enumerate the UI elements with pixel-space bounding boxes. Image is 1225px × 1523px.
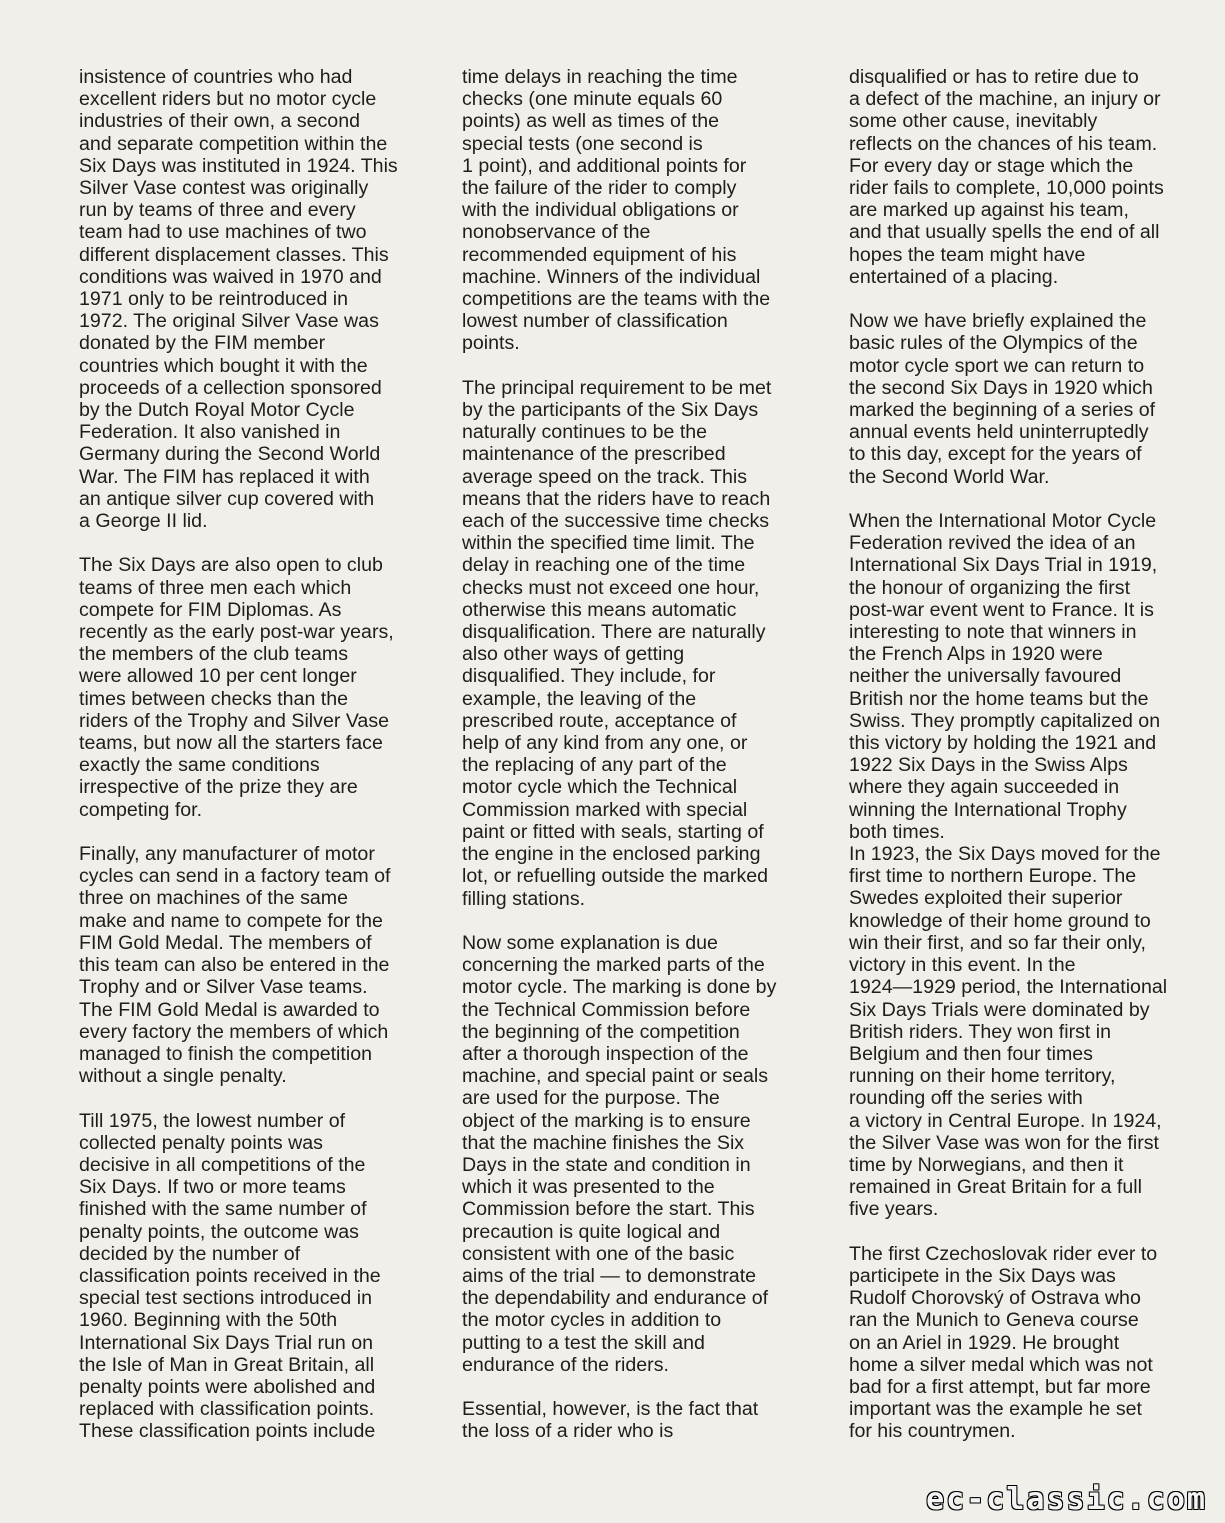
paragraph (462, 66, 826, 355)
text-line: run by teams of three and every (79, 199, 356, 222)
text-line: a victory in Central Europe. In 1924, (849, 1109, 1162, 1132)
text-line: home a silver medal which was not (849, 1353, 1153, 1376)
text-line: that the machine finishes the Six (462, 1131, 745, 1154)
text-line: rider fails to complete, 10,000 points (849, 177, 1164, 200)
text-column-2 (462, 66, 826, 1443)
text-line: an antique silver cup covered with (79, 487, 375, 510)
text-line: for his countrymen. (849, 1420, 1016, 1443)
text-line: The FIM Gold Medal is awarded to (79, 998, 380, 1021)
text-line: rounding off the series with (849, 1087, 1083, 1110)
text-line: FIM Gold Medal. The members of (79, 931, 372, 954)
text-line: without a single penalty. (79, 1065, 287, 1088)
text-line: with the individual obligations or (462, 199, 739, 222)
text-line: consistent with one of the basic (462, 1242, 735, 1265)
paragraph (462, 1398, 826, 1442)
text-line: marked the beginning of a series of (849, 399, 1156, 422)
text-line: the beginning of the competition (462, 1020, 740, 1043)
text-line: points. (462, 332, 520, 355)
text-line: reflects on the chances of his team. (849, 132, 1158, 155)
text-column-1 (79, 66, 441, 1443)
text-line: within the specified time limit. The (462, 532, 755, 555)
text-line: the loss of a rider who is (462, 1420, 674, 1443)
text-line: Commission before the start. This (462, 1198, 755, 1221)
text-line: also other ways of getting (462, 643, 685, 666)
paragraph (79, 1110, 441, 1443)
text-line: special tests (one second is (462, 132, 703, 155)
paragraph (849, 1243, 1211, 1443)
paragraph-gap (849, 1221, 1211, 1243)
text-line: replaced with classification points. (79, 1398, 375, 1421)
text-line: interesting to note that winners in (849, 621, 1137, 644)
text-line: cycles can send in a factory team of (79, 865, 391, 888)
text-line: finished with the same number of (79, 1198, 367, 1221)
text-line: both times. (849, 820, 945, 843)
text-line: proceeds of a cellection sponsored (79, 376, 382, 399)
text-line: competitions are the teams with the (462, 288, 771, 311)
text-line: machine. Winners of the individual (462, 265, 761, 288)
paragraph (79, 843, 441, 1087)
text-line: decisive in all competitions of the (79, 1153, 366, 1176)
text-line: Days in the state and condition in (462, 1153, 751, 1176)
text-line: machine, and special paint or seals (462, 1065, 769, 1088)
text-line: precaution is quite logical and (462, 1220, 721, 1243)
text-line: the honour of organizing the first (849, 576, 1131, 599)
text-line: delay in reaching one of the time (462, 554, 746, 577)
text-line: points) as well as times of the (462, 110, 720, 133)
text-line: These classification points include (79, 1420, 376, 1443)
paragraph-gap (79, 1087, 441, 1109)
text-line: hopes the team might have (849, 243, 1086, 266)
text-line: endurance of the riders. (462, 1353, 669, 1376)
text-line: aims of the trial — to demonstrate (462, 1264, 757, 1287)
text-line: the Second World War. (849, 465, 1050, 488)
text-line: industries of their own, a second (79, 110, 360, 133)
text-line: motor cycle which the Technical (462, 776, 738, 799)
text-line: participete in the Six Days was (849, 1264, 1116, 1287)
text-line: Commission marked with special (462, 798, 748, 821)
text-line: International Six Days Trial in 1919, (849, 554, 1158, 577)
text-line: team had to use machines of two (79, 221, 367, 244)
text-line: first time to northern Europe. The (849, 865, 1137, 888)
text-line: 1971 only to be reintroduced in (79, 288, 349, 311)
text-line: victory in this event. In the (849, 954, 1076, 977)
text-line: penalty points, the outcome was (79, 1220, 359, 1243)
text-line: riders of the Trophy and Silver Vase (79, 709, 390, 732)
text-line: disqualified or has to retire due to (849, 66, 1139, 88)
text-line: a defect of the machine, an injury or (849, 88, 1161, 111)
text-line: are used for the purpose. The (462, 1087, 720, 1110)
text-line: decided by the number of (79, 1242, 301, 1265)
text-line: the Silver Vase was won for the first (849, 1131, 1159, 1154)
text-line: a George II lid. (79, 510, 208, 533)
text-line: penalty points were abolished and (79, 1375, 376, 1398)
text-line: excellent riders but no motor cycle (79, 88, 377, 111)
text-line: 1924—1929 period, the International (849, 976, 1168, 999)
text-line: the replacing of any part of the (462, 754, 727, 777)
text-line: Silver Vase contest was originally (79, 177, 369, 200)
text-line: different displacement classes. This (79, 243, 389, 266)
text-line: War. The FIM has replaced it with (79, 465, 370, 488)
text-line: 1 point), and additional points for (462, 154, 747, 177)
text-line: When the International Motor Cycle (849, 510, 1157, 533)
text-line: winning the International Trophy (849, 798, 1127, 821)
text-line: otherwise this means automatic (462, 598, 737, 621)
text-line: by the participants of the Six Days (462, 399, 759, 422)
text-line: lot, or refuelling outside the marked (462, 865, 769, 888)
paragraph (462, 932, 826, 1376)
text-line: time by Norwegians, and then it (849, 1153, 1124, 1176)
text-line: Till 1975, the lowest number of (79, 1109, 346, 1132)
text-line: annual events held uninterruptedly (849, 421, 1149, 444)
paragraph-gap (462, 355, 826, 377)
text-line: to this day, except for the years of (849, 443, 1142, 466)
text-line: bad for a first attempt, but far more (849, 1375, 1151, 1398)
text-column-3 (849, 66, 1211, 1443)
text-line: maintenance of the prescribed (462, 443, 726, 466)
text-line: object of the marking is to ensure (462, 1109, 751, 1132)
text-line: and separate competition within the (79, 132, 388, 155)
text-line: some other cause, inevitably (849, 110, 1098, 133)
text-line: Swedes exploited their superior (849, 887, 1123, 910)
text-line: British riders. They won first in (849, 1020, 1112, 1043)
text-line: post-war event went to France. It is (849, 598, 1154, 621)
text-line: prescribed route, acceptance of (462, 709, 737, 732)
text-line: paint or fitted with seals, starting of (462, 820, 764, 843)
text-line: Essential, however, is the fact that (462, 1398, 759, 1421)
text-line: neither the universally favoured (849, 665, 1122, 688)
text-line: the failure of the rider to comply (462, 177, 737, 200)
text-line: checks (one minute equals 60 (462, 88, 723, 111)
text-line: average speed on the track. This (462, 465, 748, 488)
text-line: by the Dutch Royal Motor Cycle (79, 399, 355, 422)
text-line: For every day or stage which the (849, 154, 1134, 177)
text-line: International Six Days Trial run on (79, 1331, 374, 1354)
text-line: Federation. It also vanished in (79, 421, 341, 444)
text-line: 1922 Six Days in the Swiss Alps (849, 754, 1128, 777)
text-line: ran the Munich to Geneva course (849, 1309, 1139, 1332)
text-line: The first Czechoslovak rider ever to (849, 1242, 1158, 1265)
text-line: after a thorough inspection of the (462, 1042, 749, 1065)
text-line: countries which bought it with the (79, 354, 368, 377)
text-line: win their first, and so far their only, (849, 931, 1146, 954)
paragraph (849, 310, 1211, 488)
text-line: times between checks than the (79, 687, 349, 710)
text-line: Germany during the Second World (79, 443, 381, 466)
text-line: motor cycle sport we can return to (849, 354, 1145, 377)
text-line: naturally continues to be the (462, 421, 708, 444)
text-line: British nor the home teams but the (849, 687, 1149, 710)
text-line: donated by the FIM member (79, 332, 326, 355)
text-line: the dependability and endurance of (462, 1287, 769, 1310)
paragraph-gap (849, 488, 1211, 510)
text-line: nonobservance of the (462, 221, 651, 244)
text-line: help of any kind from any one, or (462, 732, 748, 755)
text-line: entertained of a placing. (849, 265, 1059, 288)
text-line: the engine in the enclosed parking (462, 843, 761, 866)
text-line: important was the example he set (849, 1398, 1142, 1421)
text-line: The principal requirement to be met (462, 376, 772, 399)
text-line: example, the leaving of the (462, 687, 697, 710)
text-line: running on their home territory, (849, 1065, 1116, 1088)
text-line: checks must not exceed one hour, (462, 576, 760, 599)
text-line: Rudolf Chorovský of Ostrava who (849, 1287, 1141, 1310)
text-line: recommended equipment of his (462, 243, 737, 266)
text-line: this victory by holding the 1921 and (849, 732, 1157, 755)
text-line: insistence of countries who had (79, 66, 353, 88)
text-line: each of the successive time checks (462, 510, 770, 533)
text-line: concerning the marked parts of the (462, 954, 765, 977)
paragraph-gap (79, 532, 441, 554)
text-line: five years. (849, 1198, 939, 1221)
paragraph (462, 377, 826, 910)
paragraph (79, 66, 441, 532)
text-line: the members of the club teams (79, 643, 348, 666)
text-line: time delays in reaching the time (462, 66, 738, 88)
paragraph-gap (462, 910, 826, 932)
paragraph-gap (79, 821, 441, 843)
text-line: the French Alps in 1920 were (849, 643, 1103, 666)
text-line: basic rules of the Olympics of the (849, 332, 1138, 355)
text-line: the Isle of Man in Great Britain, all (79, 1353, 375, 1376)
text-line: motor cycle. The marking is done by (462, 976, 777, 999)
text-line: competing for. (79, 798, 203, 821)
text-line: are marked up against his team, (849, 199, 1129, 222)
text-line: 1972. The original Silver Vase was (79, 310, 379, 333)
text-line: Now we have briefly explained the (849, 310, 1147, 333)
text-line: the Technical Commission before (462, 998, 751, 1021)
text-line: collected penalty points was (79, 1131, 323, 1154)
text-line: classification points received in the (79, 1264, 381, 1287)
text-line: The Six Days are also open to club (79, 554, 383, 577)
text-line: Swiss. They promptly capitalized on (849, 709, 1161, 732)
text-line: disqualification. There are naturally (462, 621, 766, 644)
text-line: were allowed 10 per cent longer (79, 665, 357, 688)
text-line: irrespective of the prize they are (79, 776, 358, 799)
text-line: and that usually spells the end of all (849, 221, 1160, 244)
watermark-logo: ec-classic.com (926, 1482, 1207, 1517)
text-line: Six Days. If two or more teams (79, 1176, 346, 1199)
text-line: Now some explanation is due (462, 931, 718, 954)
text-line: recently as the early post-war years, (79, 621, 394, 644)
text-line: exactly the same conditions (79, 754, 320, 777)
text-line: 1960. Beginning with the 50th (79, 1309, 338, 1332)
paragraph (849, 510, 1211, 1221)
text-line: the second Six Days in 1920 which (849, 376, 1153, 399)
text-line: which it was presented to the (462, 1176, 715, 1199)
text-line: this team can also be entered in the (79, 954, 390, 977)
paragraph-gap (462, 1376, 826, 1398)
text-line: every factory the members of which (79, 1020, 389, 1043)
paragraph (79, 554, 441, 820)
text-line: In 1923, the Six Days moved for the (849, 843, 1161, 866)
text-line: lowest number of classification (462, 310, 728, 333)
text-line: remained in Great Britain for a full (849, 1176, 1142, 1199)
text-line: compete for FIM Diplomas. As (79, 598, 342, 621)
text-line: the motor cycles in addition to (462, 1309, 722, 1332)
text-line: Federation revived the idea of an (849, 532, 1136, 555)
text-line: disqualified. They include, for (462, 665, 716, 688)
text-line: means that the riders have to reach (462, 487, 771, 510)
text-line: Belgium and then four times (849, 1042, 1093, 1065)
text-line: make and name to compete for the (79, 909, 383, 932)
text-line: putting to a test the skill and (462, 1331, 705, 1354)
text-line: teams, but now all the starters face (79, 732, 383, 755)
text-line: special test sections introduced in (79, 1287, 372, 1310)
text-line: where they again succeeded in (849, 776, 1120, 799)
text-line: conditions was waived in 1970 and (79, 265, 382, 288)
text-line: Trophy and or Silver Vase teams. (79, 976, 368, 999)
text-line: Finally, any manufacturer of motor (79, 843, 375, 866)
paragraph (849, 66, 1211, 288)
text-line: Six Days Trials were dominated by (849, 998, 1150, 1021)
text-line: filling stations. (462, 887, 586, 910)
text-line: teams of three men each which (79, 576, 352, 599)
paragraph-gap (849, 288, 1211, 310)
text-line: knowledge of their home ground to (849, 909, 1151, 932)
text-line: on an Ariel in 1929. He brought (849, 1331, 1120, 1354)
text-line: three on machines of the same (79, 887, 349, 910)
text-line: Six Days was instituted in 1924. This (79, 154, 398, 177)
text-line: managed to finish the competition (79, 1042, 372, 1065)
